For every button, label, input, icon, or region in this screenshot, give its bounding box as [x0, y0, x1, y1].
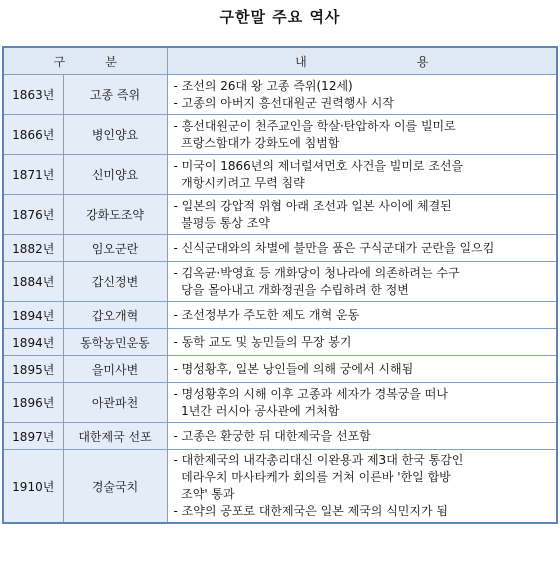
row-event: 갑신정변: [63, 262, 167, 302]
row-description: [167, 302, 557, 329]
table-row: [3, 115, 557, 155]
row-year: 1876년: [3, 195, 63, 235]
row-year: 1910년: [3, 450, 63, 524]
page-title: 구한말 주요 역사: [219, 8, 341, 26]
header-category-char1: 구: [53, 54, 66, 69]
row-year: 1894년: [3, 329, 63, 356]
header-content-char1: 내: [295, 54, 307, 69]
row-description: [167, 450, 557, 524]
description-line: 조약' 통과: [173, 487, 235, 501]
table-row: [3, 302, 557, 329]
row-event: 강화도조약: [63, 195, 167, 235]
table-row: [3, 195, 557, 235]
header-category-char2: 분: [105, 54, 117, 69]
description-line: - 조약의 공포로 대한제국은 일본 제국의 식민지가 됨: [173, 504, 448, 518]
row-description: [167, 383, 557, 423]
row-event: 동학농민운동: [63, 329, 167, 356]
header-content: [167, 47, 557, 75]
row-description: [167, 155, 557, 195]
description-line: - 고종은 환궁한 뒤 대한제국을 선포함: [173, 428, 371, 443]
row-description: [167, 262, 557, 302]
description-line: - 흥선대원군이 천주교인을 학살·탄압하자 이를 빌미로: [173, 118, 456, 133]
row-year: 1884년: [3, 262, 63, 302]
description-line: 당을 몰아내고 개화정권을 수립하려 한 정변: [173, 282, 409, 297]
table-header-row: [3, 47, 557, 75]
description-line: - 조선의 26대 왕 고종 즉위(12세): [173, 78, 353, 93]
header-content-char2: 용: [416, 54, 429, 69]
row-year: 1895년: [3, 356, 63, 383]
table-row: [3, 262, 557, 302]
description-line: - 고종의 아버지 흥선대원군 권력행사 시작: [173, 95, 394, 110]
table-row: [3, 450, 557, 524]
description-line: 1년간 러시아 공사관에 거처함: [173, 403, 340, 418]
description-line: - 명성황후의 시해 이후 고종과 세자가 경복궁을 떠나: [173, 386, 448, 401]
row-year: 1894년: [3, 302, 63, 329]
row-year: 1896년: [3, 383, 63, 423]
row-description: [167, 195, 557, 235]
description-line: - 신식군대와의 차별에 불만을 품은 구식군대가 군란을 일으킴: [173, 240, 495, 255]
description-line: - 대한제국의 내각총리대신 이완용과 제3대 한국 통감인: [173, 453, 464, 467]
row-description: [167, 75, 557, 115]
row-year: 1866년: [3, 115, 63, 155]
table-row: [3, 423, 557, 450]
description-line: - 조선정부가 주도한 제도 개혁 운동: [173, 307, 360, 322]
description-line: - 김옥균·박영효 등 개화당이 청나라에 의존하려는 수구: [173, 265, 460, 280]
table-row: [3, 75, 557, 115]
table-row: [3, 235, 557, 262]
table-row: [3, 383, 557, 423]
table-row: [3, 329, 557, 356]
row-event: 경술국치: [63, 450, 167, 524]
row-event: 병인양요: [63, 115, 167, 155]
table-row: [3, 155, 557, 195]
row-event: 을미사변: [63, 356, 167, 383]
table-row: [3, 356, 557, 383]
description-line: - 명성황후, 일본 낭인들에 의해 궁에서 시해됨: [173, 361, 414, 376]
description-line: - 동학 교도 및 농민들의 무장 봉기: [173, 334, 352, 349]
row-year: 1897년: [3, 423, 63, 450]
row-description: [167, 235, 557, 262]
row-event: 임오군란: [63, 235, 167, 262]
row-description: [167, 423, 557, 450]
header-category: [3, 47, 167, 75]
history-table: [2, 46, 558, 524]
row-event: 아관파천: [63, 383, 167, 423]
row-year: 1863년: [3, 75, 63, 115]
description-line: 데라우치 마사타케가 회의를 거쳐 이른바 '한일 합방: [173, 470, 451, 484]
row-event: 신미양요: [63, 155, 167, 195]
row-description: [167, 115, 557, 155]
description-line: - 미국이 1866년의 제너럴셔먼호 사건을 빌미로 조선을: [173, 158, 464, 173]
row-event: 고종 즉위: [63, 75, 167, 115]
row-description: [167, 329, 557, 356]
description-line: 프랑스함대가 강화도에 침범함: [173, 135, 340, 150]
row-event: 대한제국 선포: [63, 423, 167, 450]
row-year: 1871년: [3, 155, 63, 195]
description-line: - 일본의 강압적 위협 아래 조선과 일본 사이에 체결된: [173, 198, 452, 213]
row-year: 1882년: [3, 235, 63, 262]
row-description: [167, 356, 557, 383]
row-event: 갑오개혁: [63, 302, 167, 329]
description-line: 개항시키려고 무력 침략: [173, 175, 305, 190]
description-line: 불평등 통상 조약: [173, 215, 270, 230]
